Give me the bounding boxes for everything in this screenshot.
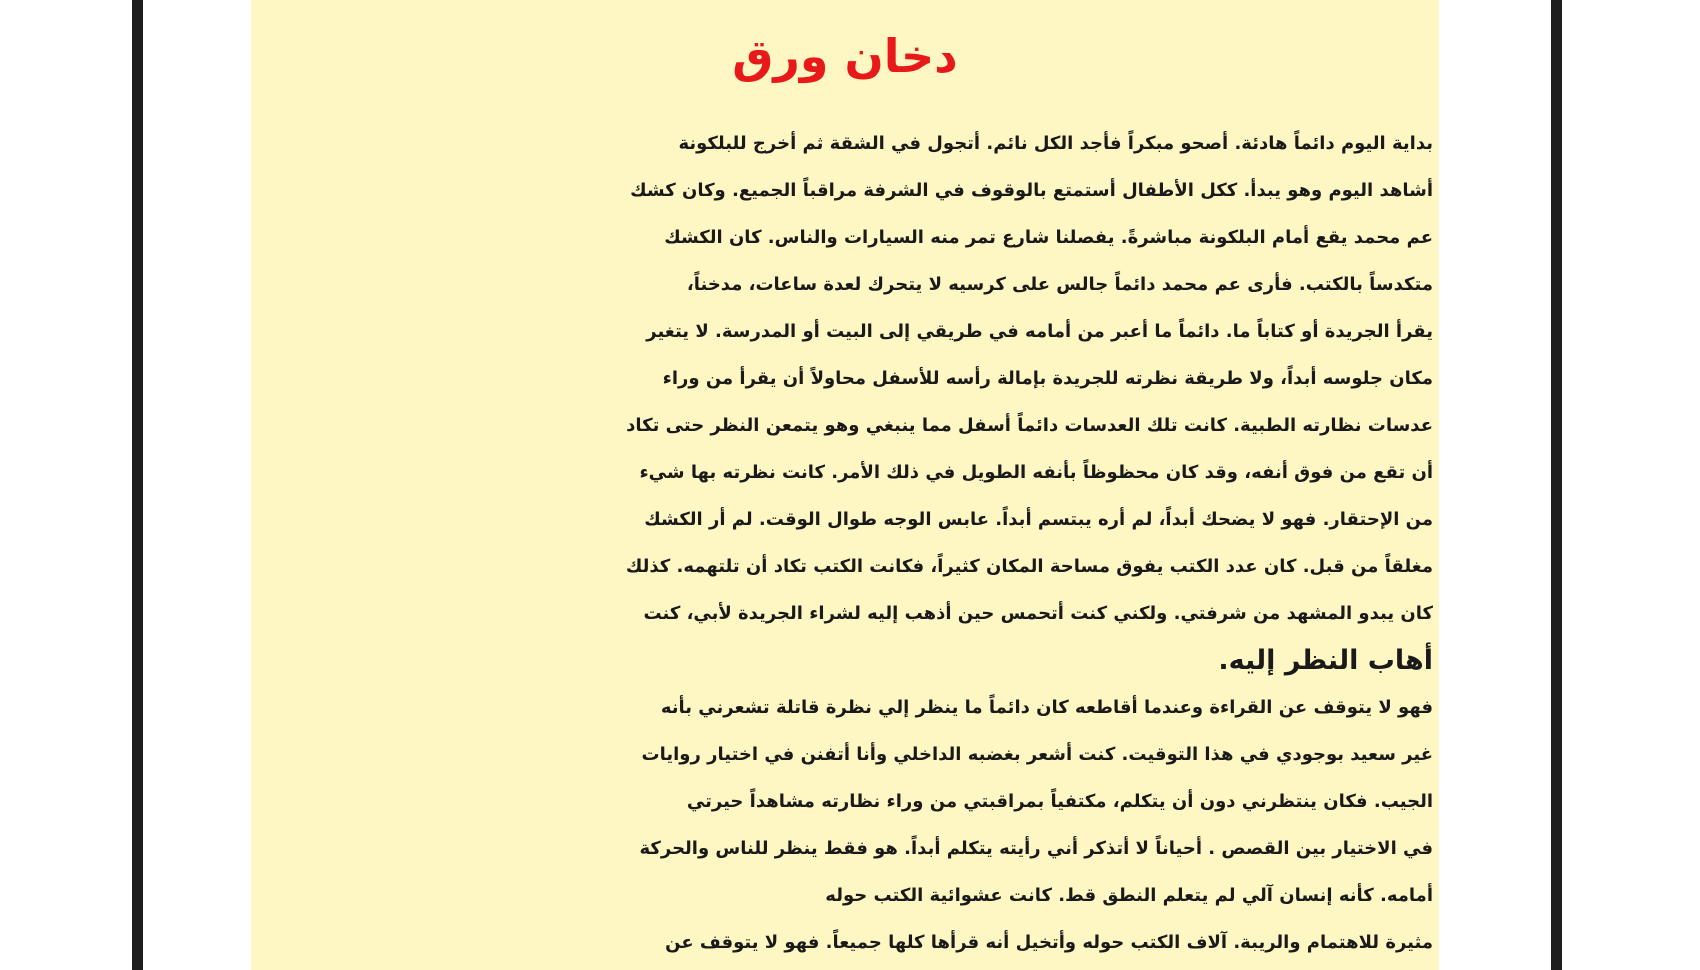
article-line: يقرأ الجريدة أو كتاباً ما. دائماً ما أعبر من أمامه في طريقي إلى البيت أو المدرسة. لا يتغير	[646, 321, 1433, 342]
article-line: من الإحتقار. فهو لا يضحك أبداً، لم أره يبتسم أبداً. عابس الوجه طوال الوقت. لم أر الكشك	[644, 509, 1433, 530]
article-line: مثيرة للاهتمام والريبة. آلاف الكتب حوله وأتخيل أنه قرأها كلها جميعاً. فهو لا يتوقف عن	[665, 932, 1433, 953]
right-frame-border	[1551, 0, 1562, 970]
article-line: أهاب النظر إليه.	[1218, 645, 1433, 676]
article-title: دخان ورق	[732, 29, 958, 83]
left-frame-border	[132, 0, 143, 970]
article-line: عم محمد يقع أمام البلكونة مباشرةً. يفصلنا شارع تمر منه السيارات والناس. كان الكشك	[664, 227, 1433, 248]
article-line: أمامه. كأنه إنسان آلي لم يتعلم النطق قط. كانت عشوائية الكتب حوله	[825, 885, 1433, 906]
article-line: الجيب. فكان ينتظرني دون أن يتكلم، مكتفياً بمراقبتي من وراء نظارته مشاهداً حيرتي	[686, 791, 1433, 812]
article-line: أن تقع من فوق أنفه، وقد كان محظوظاً بأنفه الطويل في ذلك الأمر. كانت نظرته بها شيء	[639, 462, 1433, 483]
article-line: أشاهد اليوم وهو يبدأ. ككل الأطفال أستمتع بالوقوف في الشرفة مراقباً الجميع. وكان كشك	[630, 180, 1433, 201]
article-line: فهو لا يتوقف عن القراءة وعندما أقاطعه كان دائماً ما ينظر إلي نظرة قاتلة تشعرني بأنه	[660, 697, 1433, 718]
article-line: عدسات نظارته الطبية. كانت تلك العدسات دائماً أسفل مما ينبغي وهو يتمعن النظر حتى تكاد	[626, 415, 1433, 436]
article-line: في الاختيار بين القصص . أحياناً لا أتذكر أني رأيته يتكلم أبداً. هو فقط ينظر للناس والحركة	[639, 838, 1433, 859]
article-line: مكان جلوسه أبداً، ولا طريقة نظرته للجريدة بإمالة رأسه للأسفل محاولاً أن يقرأ من وراء	[662, 368, 1433, 389]
article-line: غير سعيد بوجودي في هذا التوقيت. كنت أشعر بغضبه الداخلي وأنا أتفنن في اختيار روايات	[641, 744, 1433, 765]
article-line: مغلقاً من قبل. كان عدد الكتب يفوق مساحة المكان كثيراً، فكانت الكتب تكاد أن تلتهمه. كذلك	[625, 556, 1433, 577]
article-line: متكدساً بالكتب. فأرى عم محمد دائماً جالس على كرسيه لا يتحرك لعدة ساعات، مدخناً،	[686, 274, 1433, 295]
article-line: كان يبدو المشهد من شرفتي. ولكني كنت أتحمس حين أذهب إليه لشراء الجريدة لأبي، كنت	[643, 603, 1433, 624]
article-panel	[251, 0, 1439, 970]
article-body	[253, 120, 1439, 966]
article-line: بداية اليوم دائماً هادئة. أصحو مبكراً فأجد الكل نائم. أتجول في الشقة ثم أخرج للبلكونة	[678, 133, 1433, 154]
